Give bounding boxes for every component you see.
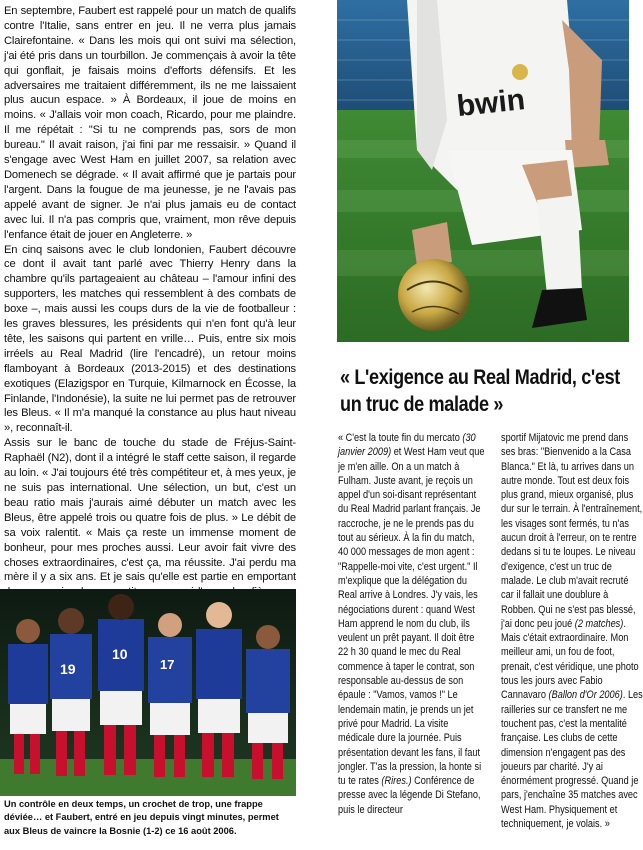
article-paragraph-text: Assis sur le banc de touche du stade de Fréjus-Saint-Raphaël (N2), dont il a intégré le staff cette saison, il regarde au loin. « J'ai toujours été très compétiteur et, à mes yeux, je ne suis pas international. Une sélection, un but, c'est un beau ratio mais j'aurais aimé débuter un match avec les Bleus, être appelé trois ou quatre fois de plus. » Le débit de sa voix ralentit. « Mais ça reste un immense moment de bonheur, pour mes proches aussi. Leur avoir fait vivre des choses extraordinaires, c'est ça, ma réussite. J'ai perdu ma mère il y a six ans. Et je sais qu'elle est partie en emportant — [4, 437, 296, 584]
interview-aside: (Rires.) — [381, 775, 412, 788]
interview-aside: (30 janvier 2009) — [338, 432, 476, 459]
pull-quote: « L'exigence au Real Madrid, c'est un truc de malade » — [340, 366, 620, 416]
interview-text-part: . Les railleries sur ce transfert ne me touchent pas, c'est la mentalité française. Les clubs de cette dimension n'engagent pas des joueurs par charité. J'y ai énormément progressé. Quand je pars, j'enchaîne 35 matches avec West Ham. Physiquement et techniquement, je volais. » — [501, 689, 643, 831]
interview-column-right — [501, 431, 643, 831]
article-paragraph: En cinq saisons avec le club londonien, Faubert découvre ce dont il avait tant parlé avec Thierry Henry dans la chambre qu'ils partageaient au château – l'amour infini des supporters, les matches qui ressemblent à des combats de boxe –, mais aussi les coups durs de la vie de footballeur : les graves blessures, les présidents qui n'en font qu'à leur tête, les saisons qui partent en vrille… Puis, entre six mois irréels au Real Madrid (lire l'encadré), un retour moins flamboyant à Bordeaux (2013-2015) et des destinations exotiques (Elazigspor en Turquie, Kilmarnock en Écosse, la Finlande, l'Indonésie), la suite ne lui permet pas de retrouver les Bleus. « Il m'a manqué la constance au plus haut niveau », reconnaît-il. — [4, 243, 296, 435]
svg-text:17: 17 — [160, 657, 175, 672]
interview-text-part: « C'est la toute fin du mercato — [338, 432, 463, 444]
photo-caption: Un contrôle en deux temps, un crochet de trop, une frappe déviée… et Faubert, entré en jeu depuis vingt minutes, permet aux Bleus de vaincre la Bosnie (1-2) ce 16 août 2006. — [4, 799, 279, 836]
article-body — [4, 4, 296, 616]
interview-text-part: sportif Mijatovic me prend dans ses bras: "Bienvenido a la Casa Blanca." Et là, tu arrives dans un autre monde. Tout est deux fois plus grand, mieux organisé, plus dur sur le terrain. À l'entraînement, les visages sont fermés, tu n'as aucun droit à l'erreur, on te rentre dedans si tu te loupes. Le niveau d'exigence, c'est un truc de malade. Le club m'avait recruté car il fallait une doublure à Robben. Qui ne s'est pas blessé, j'ai donc peu joué — [501, 432, 643, 630]
team-celebration-photo — [0, 589, 296, 796]
interview-text-part: et West Ham veut que je m'en aille. On a un match à Fulham. Juste avant, je reçois un appel d'un soi-disant représentant du Real Madrid parlant français. Je raccroche, je ne le prends pas du tout au sérieux. À la fin du match, 40 000 messages de mon agent : "Rappelle-moi vite, c'est urgent." Il m'explique que la délégation du Real arrive à Londres. J'y vais, les négociations durent : quand West Ham apprend le nom du club, ils veulent un prêt payant. Il doit être 22 h 30 quand le mec du Real commence à taper le contrat, son responsable au-dessus de son épaule : "Vamos, vamos !" Le lendemain matin, je prends un jet privé pour Madrid. La visite médicale dure la journée. Puis présentation devant les fans, il faut jongler. T'as la pression, la honte si tu te rates — [338, 446, 485, 788]
interview-text-part: Conférence de presse avec la légende Di Stefano, puis le directeur — [338, 775, 481, 816]
interview-aside: (2 matches) — [574, 617, 624, 630]
svg-text:10: 10 — [112, 646, 128, 662]
team-celebration-illustration — [0, 589, 296, 796]
interview-column-left — [338, 431, 486, 817]
interview-aside: (Ballon d'Or 2006) — [548, 689, 623, 702]
player-kneeling-illustration — [337, 0, 629, 342]
real-madrid-photo — [337, 0, 629, 342]
svg-text:bwin: bwin — [455, 83, 527, 124]
interview-text — [501, 431, 643, 831]
article-paragraph: En septembre, Faubert est rappelé pour un match de qualifs contre l'Italie, sans entrer en jeu. Il ne verra plus jamais Clairefontaine. « Dans les mois qui ont suivi ma sélection, j'ai été pris dans un tourbillon. Je commençais à avoir la tête qui gonflait, je faisais moins d'efforts défensifs. Et les adversaires me traitaient différemment, ils ne me laissaient plus aucun espace. » À Bordeaux, il joue de moins en moins. « J'allais voir mon coach, Ricardo, pour me plaindre. Il me répétait : "Si tu ne comprends pas, sors de mon bureau." Il avait raison, j'ai fini par me ressaisir. » Quand il s'engage avec West Ham en juillet 2007, sa relation avec Domenech se dégrade. « Il avait affirmé que je partais pour l'argent. Dans la fougue de ma jeunesse, je ne l'avais pas appelé avant de signer. Je n'ai plus jamais eu de contact avec lui. Il n'a pas compris que, vraiment, mon rêve depuis l'enfance était de jouer en Angleterre. » — [4, 5, 296, 241]
svg-text:19: 19 — [60, 661, 76, 677]
interview-text — [338, 431, 486, 817]
interview-text-part: . Mais c'était extraordinaire. Mon meilleur ami, un fou de foot, prenait, c'est véridique, une photo tous les jours avec Fabio Cannavaro — [501, 617, 639, 702]
